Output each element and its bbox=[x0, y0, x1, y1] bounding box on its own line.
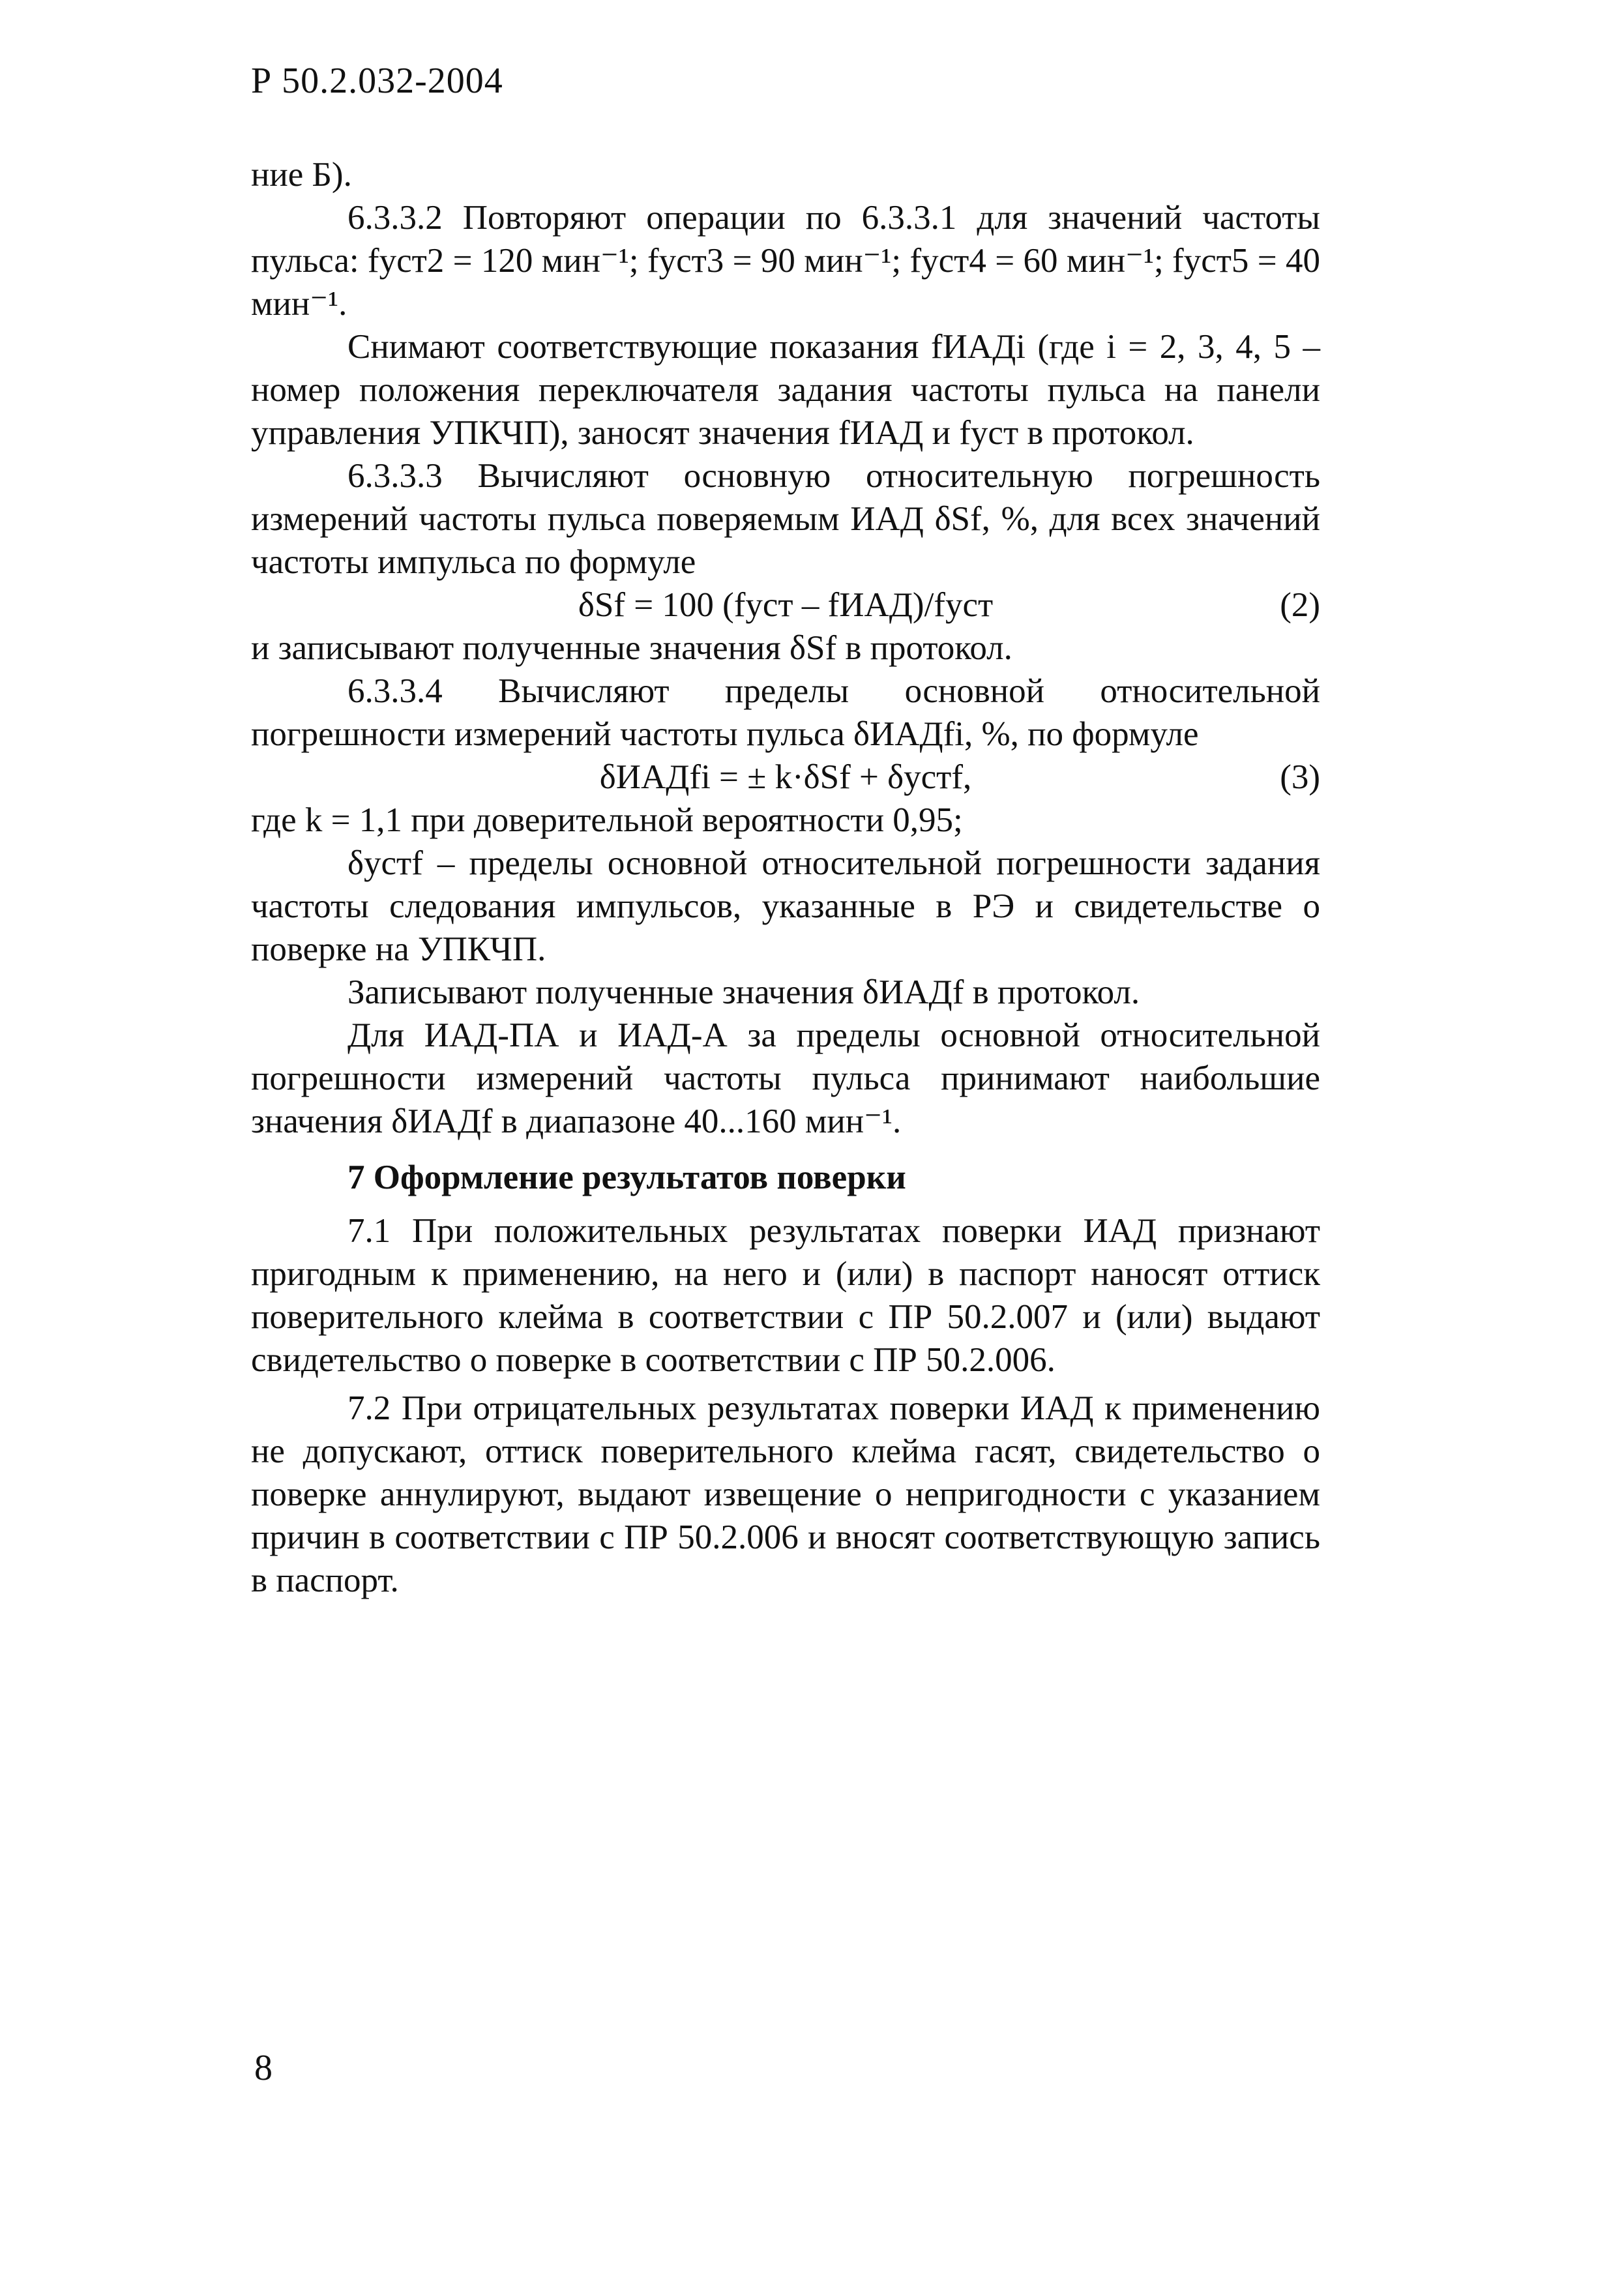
paragraph-7-1: 7.1 При положительных результатах поверки ИАД признают пригодным к применению, на него и (или) в паспорт наносят оттиск поверительного клейма в соответствии с ПР 50.2.007 и (или) выдают свидетельство о поверке в соответствии с ПР 50.2.006. bbox=[251, 1212, 1320, 1379]
paragraph-record-delta: Записывают полученные значения δИАДf в протокол. bbox=[347, 973, 1140, 1011]
paragraph-readings: Снимают соответствующие показания fИАДi (где i = 2, 3, 4, 5 – номер положения переключателя задания частоты пульса на панели управления УПКЧП), заносят значения fИАД и fуст в протокол. bbox=[251, 328, 1320, 452]
paragraph-record-results: и записывают полученные значения δSf в протокол. bbox=[251, 629, 1012, 667]
formula-2-expression: δSf = 100 (fуст – fИАД)/fуст bbox=[578, 586, 994, 624]
formula-2-number: (2) bbox=[1280, 586, 1320, 624]
page-number: 8 bbox=[254, 2048, 273, 2088]
formula-3 bbox=[251, 756, 1320, 799]
formula-2 bbox=[251, 584, 1320, 627]
paragraph-delta-definition: δустf – пределы основной относительной погрешности задания частоты следования импульсов, указанные в РЭ и свидетельстве о поверке на УПКЧП. bbox=[251, 844, 1320, 968]
paragraph-iad-pa: Для ИАД-ПА и ИАД-А за пределы основной относительной погрешности измерений частоты пульса принимают наибольшие значения δИАДf в диапазоне 40...160 мин⁻¹. bbox=[251, 1016, 1320, 1140]
paragraph-6-3-3-3: 6.3.3.3 Вычисляют основную относительную погрешность измерений частоты пульса поверяемым ИАД δSf, %, для всех значений частоты импульса по формуле bbox=[251, 457, 1320, 581]
formula-3-expression: δИАДfi = ± k·δSf + δустf, bbox=[599, 758, 972, 796]
paragraph-6-3-3-2: 6.3.3.2 Повторяют операции по 6.3.3.1 для значений частоты пульса: fуст2 = 120 мин⁻¹; fуст3 = 90 мин⁻¹; fуст4 = 60 мин⁻¹; fуст5 = 40 мин⁻¹. bbox=[251, 199, 1320, 323]
section-heading: 7 Оформление результатов поверки bbox=[347, 1159, 906, 1196]
document-code: Р 50.2.032-2004 bbox=[251, 61, 503, 101]
formula-3-number: (3) bbox=[1280, 758, 1320, 796]
paragraph-where-k: где k = 1,1 при доверительной вероятности 0,95; bbox=[251, 801, 963, 839]
document-body bbox=[251, 153, 1320, 1602]
paragraph-continuation: ние Б). bbox=[251, 156, 352, 194]
paragraph-6-3-3-4: 6.3.3.4 Вычисляют пределы основной относительной погрешности измерений частоты пульса δИАДfi, %, по формуле bbox=[251, 672, 1320, 753]
paragraph-7-2: 7.2 При отрицательных результатах поверки ИАД к применению не допускают, оттиск поверительного клейма гасят, свидетельство о поверке аннулируют, выдают извещение о непригодности с указанием причин в соответствии с ПР 50.2.006 и вносят соответствующую запись в паспорт. bbox=[251, 1389, 1320, 1599]
